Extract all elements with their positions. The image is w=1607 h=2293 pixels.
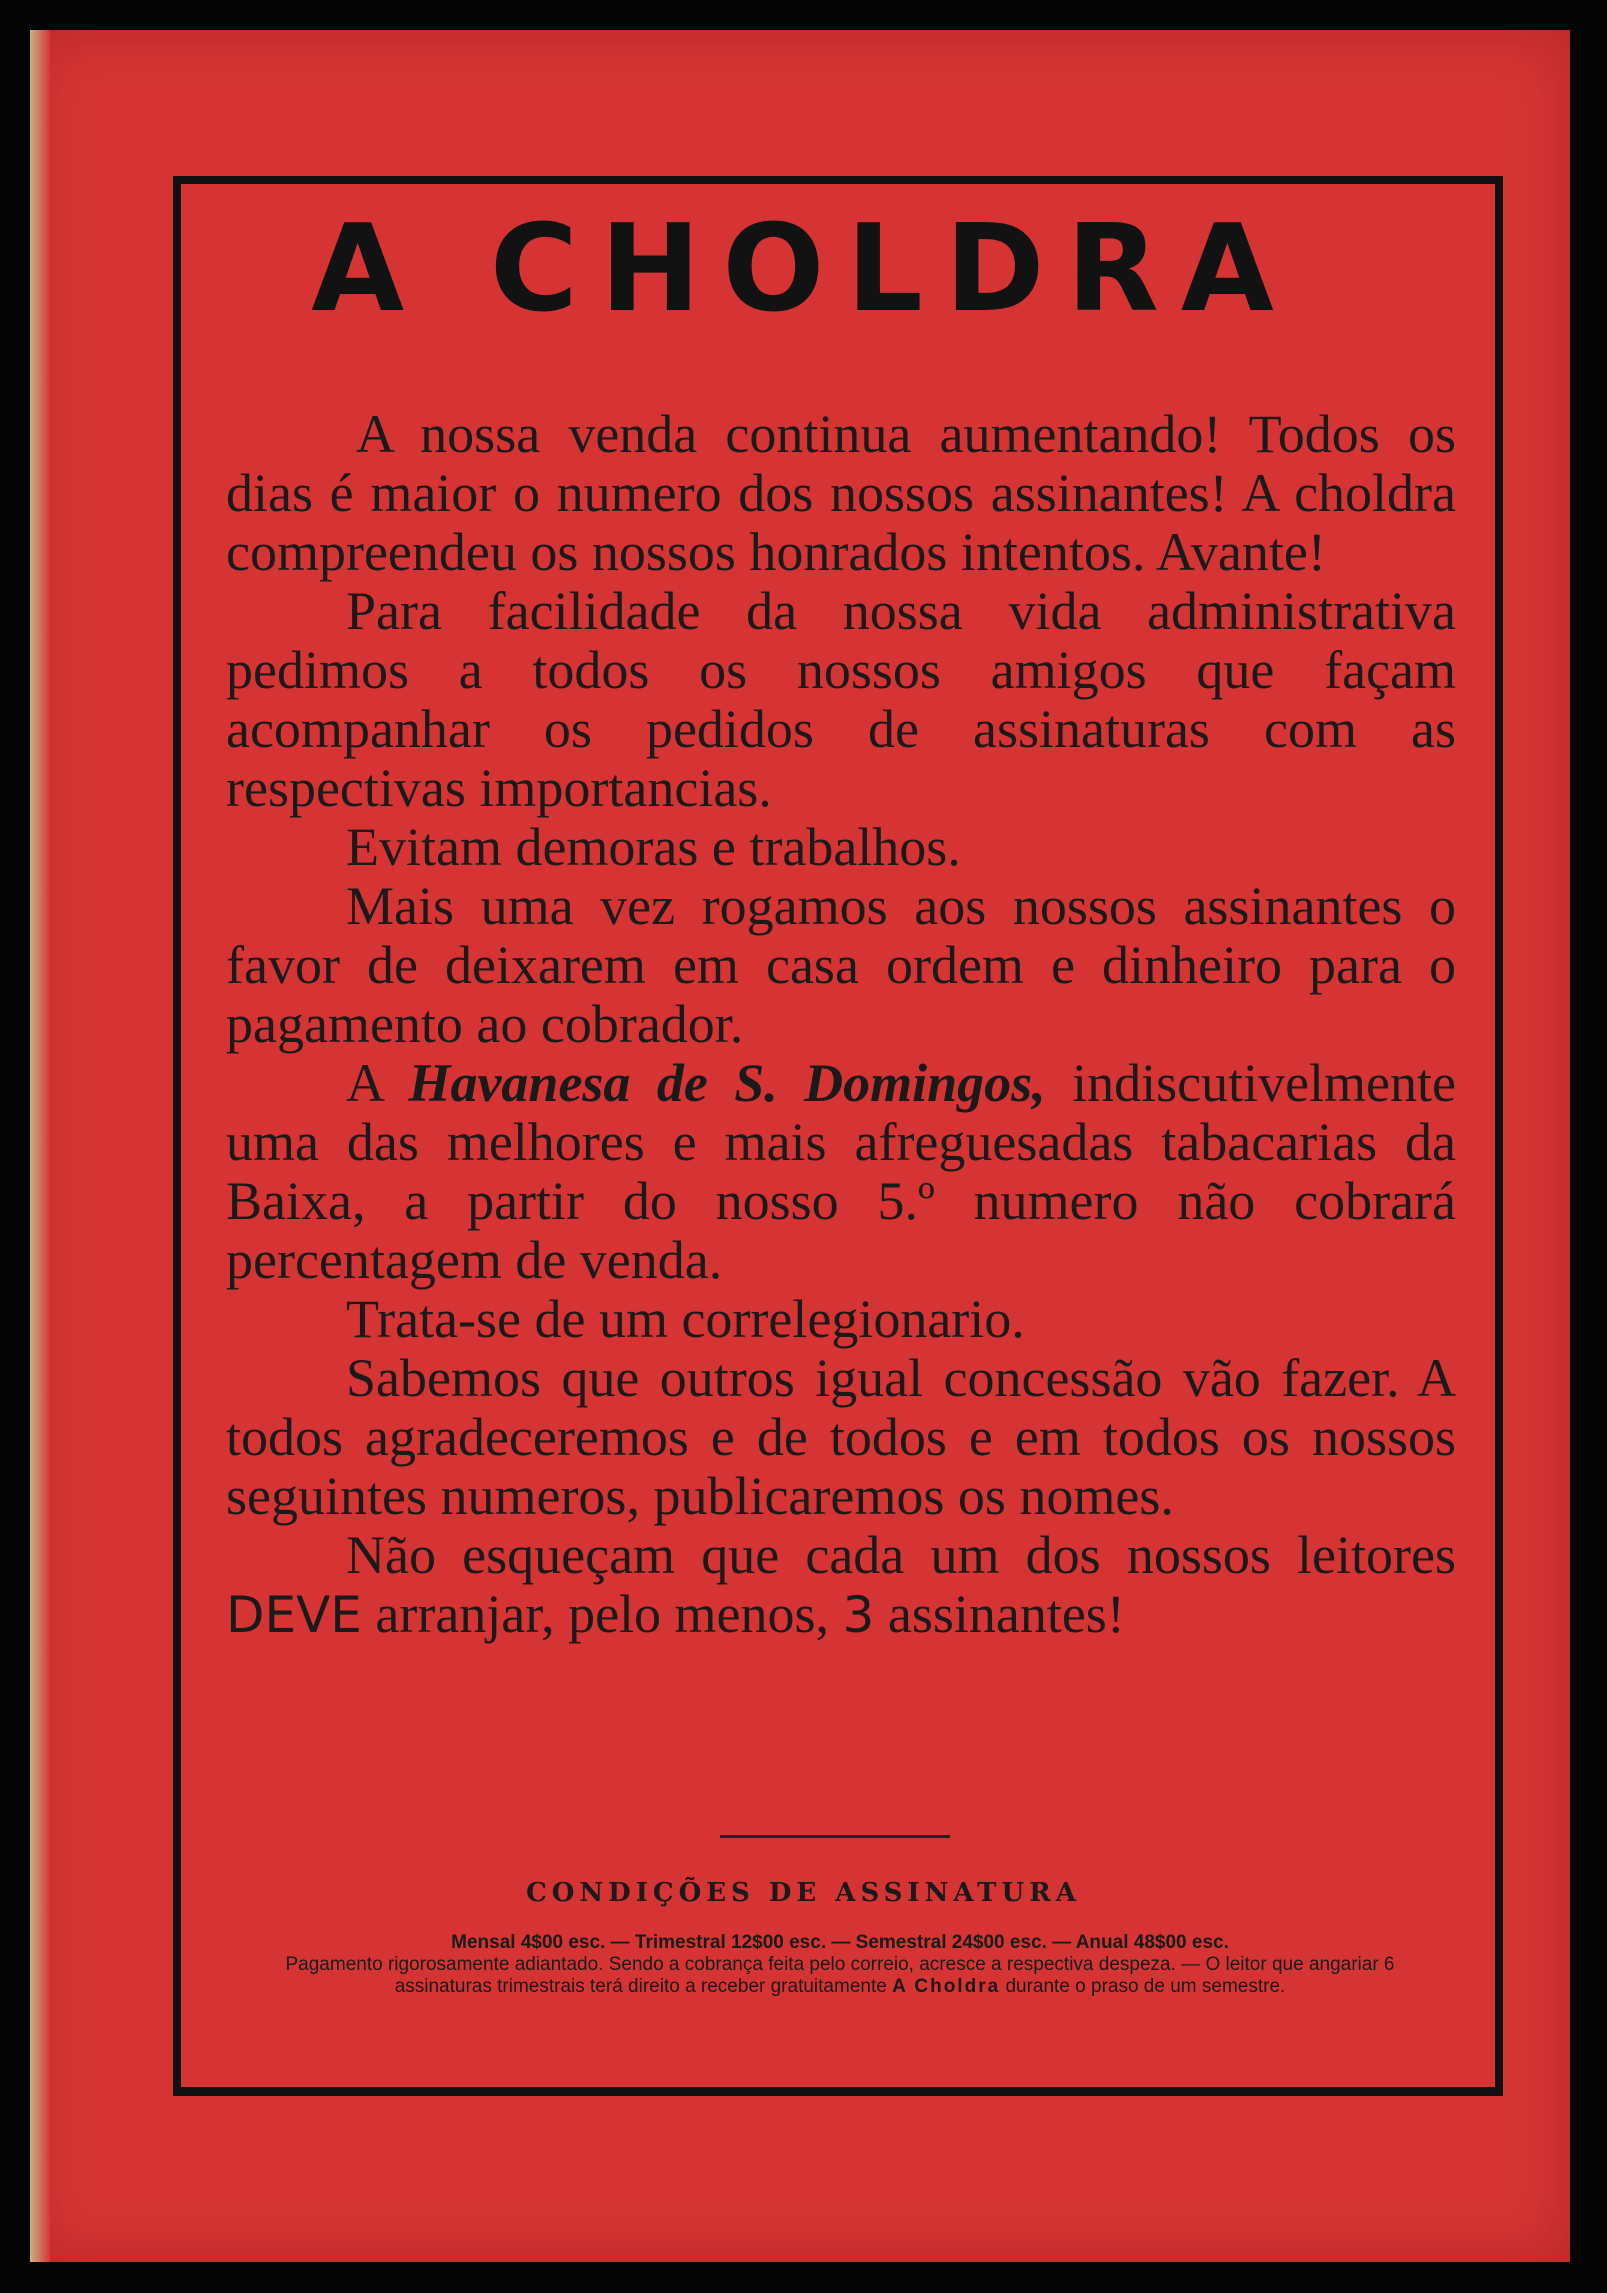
subscribers-count: 3	[842, 1586, 875, 1644]
page-title: A CHOLDRA	[311, 200, 1296, 339]
subscribers-text-c: assinantes!	[887, 1584, 1125, 1644]
announcement-text	[226, 405, 1456, 1645]
paragraph-delays: Evitam demoras e trabalhos.	[346, 817, 961, 877]
paragraph-havanesa	[226, 1054, 1456, 1290]
paragraph-administration: Para facilidade da nossa vida administrativa pedimos a todos os nossos amigos que façam acompanhar os pedidos de assinaturas com as respectivas importancias.	[226, 581, 1456, 818]
havanesa-text: indiscutivelmente uma das melhores e mais afreguesadas tabacarias da Baixa, a partir do nosso 5.º numero não cobrará percentagem de venda.	[226, 1053, 1456, 1290]
section-divider	[720, 1835, 950, 1838]
deve-emphasis: DEVE	[226, 1586, 362, 1644]
conditions-text	[240, 1932, 1440, 1998]
subscribers-text-b: arranjar, pelo menos,	[375, 1584, 830, 1644]
paragraph-subscribers	[226, 1526, 1456, 1645]
publication-name: A Choldra	[892, 1976, 1001, 1997]
paragraph-sales: A nossa venda continua aumentando! Todos os dias é maior o numero dos nossos assinantes! A choldra compreendeu os nossos honrados intentos. Avante!	[226, 404, 1456, 582]
subscribers-text-a: Não esqueçam que cada um dos nossos leitores	[346, 1525, 1456, 1585]
paragraph-names: Sabemos que outros igual concessão vão fazer. A todos agradeceremos e de todos e em todos os nossos seguintes numeros, publicaremos os nomes.	[226, 1348, 1456, 1526]
paper-edge	[30, 30, 50, 2262]
conditions-text-b: durante o praso de um semestre.	[1005, 1976, 1286, 1997]
havanesa-name: Havanesa de S. Domingos,	[408, 1053, 1046, 1113]
conditions-heading: CONDIÇÕES DE ASSINATURA	[526, 1878, 1081, 1908]
paragraph-payment: Mais uma vez rogamos aos nossos assinantes o favor de deixarem em casa ordem e dinheiro para o pagamento ao cobrador.	[226, 876, 1456, 1054]
paragraph-correligionary: Trata-se de um correlegionario.	[346, 1289, 1025, 1349]
subscription-prices: Mensal 4$00 esc. — Trimestral 12$00 esc. — Semestral 24$00 esc. — Anual 48$00 esc.	[451, 1932, 1229, 1953]
havanesa-prefix: A	[346, 1053, 383, 1113]
border-frame-bottom	[173, 2087, 1503, 2096]
conditions-details	[240, 1954, 1440, 1998]
conditions-text-a: Pagamento rigorosamente adiantado. Sendo a cobrança feita pelo correio, acresce a respectiva despeza. — O leitor que angariar 6 assinaturas trimestrais terá direito a receber gratuitamente	[285, 1954, 1395, 1997]
